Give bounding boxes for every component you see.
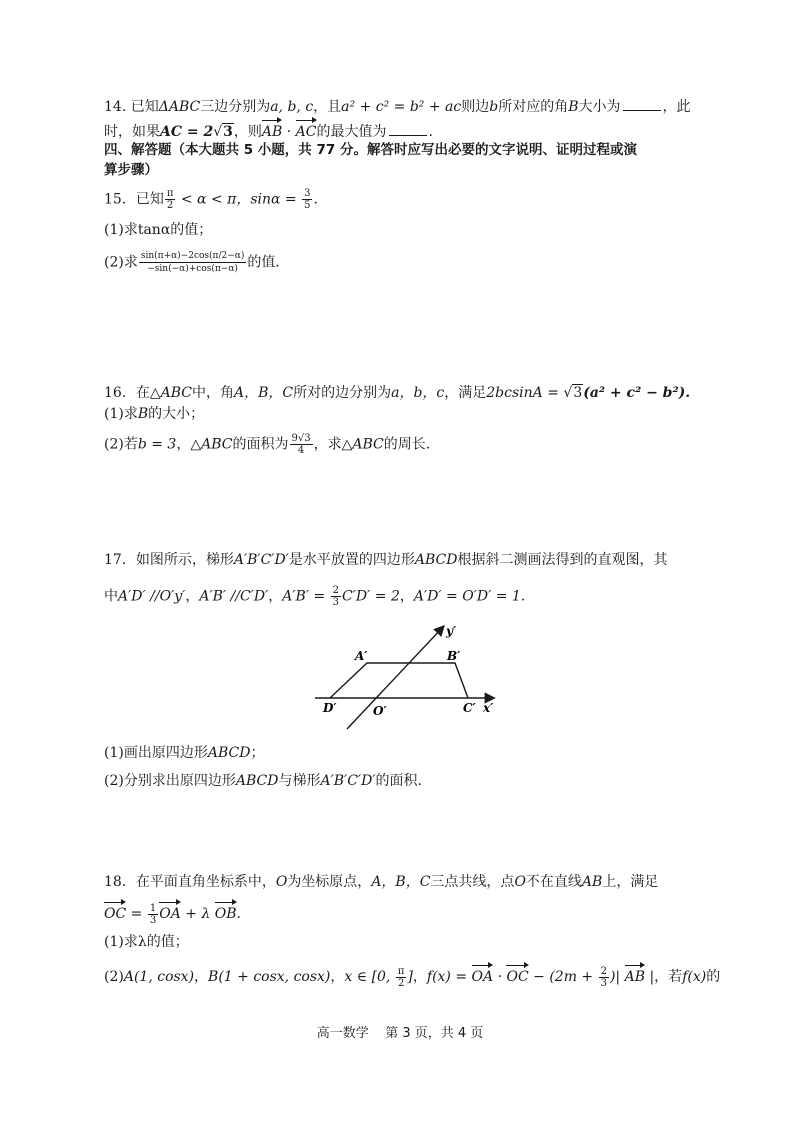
label-x-prime: x′ [483,701,494,715]
q17-math: A′B′ = [282,588,330,605]
q14-line1 [104,96,691,117]
q18-math: ] [407,969,413,985]
frac-den: 2 [166,200,174,211]
frac-den: 4 [297,445,305,456]
q18-math: O [514,874,526,890]
frac-den: 2 [397,977,405,989]
q15-part1: (1)求tanα的值； [104,222,213,238]
q14-text: 三边分别为 [200,99,271,115]
q16-text: ，求△ [313,436,353,453]
q14-math: a² + c² = b² + ac [341,99,462,115]
q16-text: 的大小； [148,406,205,422]
q17-text: ； [250,745,265,761]
q16-text: 的面积为 [232,436,289,453]
q16-math: ABC [201,436,233,453]
q17-math: A′B′ //C′D′ [199,588,269,605]
vector-ab: AB [262,118,282,142]
answer-blank-1 [623,96,661,111]
q15-text: . [313,191,318,208]
fraction-area [290,433,313,456]
q18-text: 为坐标原点， [287,874,372,890]
q16-math: ABC [160,385,192,401]
q14-math: a, b, c [270,99,314,115]
frac-num: 2 [600,965,607,977]
q17-math: A′D′ = O′D′ = 1. [413,588,526,605]
q17-part2 [104,771,422,791]
q18-line1 [104,872,658,892]
q18-text: 三点共线，点 [430,874,515,890]
q18-math: B(1 + cosx, cosx) [208,969,331,985]
fraction-trig-expression [139,250,247,275]
q16-text: 16．在△ [104,385,161,401]
vector-oc: OC [506,963,528,987]
vector-oa: OA [159,900,181,924]
q18-text: |，若 [645,969,683,985]
q16-text: 的周长. [383,436,431,453]
frac-num: 9√3 [291,433,311,444]
q18-text: . [236,906,241,922]
q18-text: ， [412,969,427,985]
q16-math: ABC [352,436,384,453]
label-c-prime: C′ [463,701,476,715]
frac-num: sin(π+α)−2cos(π/2−α) [140,251,245,261]
q18-math: A，B，C [371,874,431,890]
q14-text: 所对应的角 [498,99,569,115]
q18-math: A(1, cosx) [123,969,195,985]
fraction-pi-over-2 [165,188,176,211]
q14-text: 时，如果 [104,124,160,140]
q17-math: ABCD [207,745,251,761]
q18-text: 不在直线 [525,874,582,890]
q14-text: · [282,124,296,140]
trapezoid-outline [330,663,468,698]
label-o-prime: O′ [373,704,387,718]
vector-ab: AB [625,963,645,987]
q17-text: ， [268,588,283,605]
frac-den: 5 [304,200,311,211]
q17-line2 [104,585,525,608]
q17-part1 [104,743,264,763]
q16-text: (1)求 [104,406,138,422]
label-d-prime: D′ [323,701,337,715]
frac-num: 2 [332,585,340,596]
q18-math: x ∈ [0, [344,969,395,985]
q16-text: ，△ [176,436,202,453]
q18-text: (2) [104,969,124,985]
q18-math: − (2m + [528,969,598,985]
fraction-pi-over-2 [396,966,407,989]
q16-part1 [104,404,204,424]
q17-math: C′D′ = 2 [342,588,400,605]
q17-math: A′B′C′D′ [233,552,289,568]
q16-text: 所对的边分别为 [293,385,392,401]
q18-math: AB [581,874,603,890]
q16-part2 [104,433,430,456]
frac-den: −sin(−α)+cos(π−α) [147,264,238,274]
frac-num: 3 [304,188,311,199]
q16-math: 3 [573,385,583,401]
q17-text: 的面积. [375,773,422,789]
q17-math: ABCD [414,552,458,568]
q17-text: 中 [104,588,118,605]
q18-math: f(x) [682,969,707,985]
vector-ob: OB [215,900,237,924]
page-footer: 高一数学 第 3 页，共 4 页 [316,1026,484,1041]
q15-stem [104,188,318,211]
y-axis [347,627,443,729]
sqrt-symbol: √ [213,124,223,140]
q18-text: = [126,906,147,922]
q14-math: b [489,99,499,115]
q18-math: f(x) = [426,969,472,985]
q16-math: A，B，C [233,385,294,401]
frac-num: π [166,188,174,199]
q16-math: b = 3 [137,436,177,453]
q16-text: 中，角 [191,385,234,401]
fraction-2-over-3 [331,585,341,608]
q14-text: 14. 已知 [104,99,159,115]
q18-text: 18．在平面直角坐标系中， [104,874,276,890]
q16-math: 2bcsinA = [486,385,564,401]
q17-text: 根据斜二测画法得到的直观图，其 [457,552,668,568]
answer-blank-2 [389,121,427,136]
section-4-heading: 四、解答题（本大题共 5 小题，共 77 分。解答时应写出必要的文字说明、证明过程或演 [104,142,637,158]
sqrt-symbol: √ [563,385,573,401]
q14-math: AC = 2 [160,124,214,140]
trapezoid-figure [305,615,505,745]
q18-math: + λ [180,906,215,922]
q15-text: 15．已知 [104,191,164,208]
frac-num: 1 [149,902,157,914]
vector-ac: AC [296,118,317,142]
label-b-prime: B′ [447,649,461,663]
q18-math: )| [609,969,625,985]
fraction-1-over-3 [148,903,158,926]
q17-math: A′D′ //O′y′ [118,588,186,605]
q17-text: (1)画出原四边形 [104,745,208,761]
q17-text: (2)分别求出原四边形 [104,773,236,789]
frac-num: π [397,965,405,977]
q18-part2 [104,963,720,989]
q14-text: ，此 [662,99,691,115]
q15-text: (2)求 [104,254,138,271]
q15-part2 [104,250,280,275]
q14-line2 [104,118,433,142]
frac-den: 3 [332,597,340,608]
q14-text: 的最大值为 [316,124,387,140]
q16-text: (2)若 [104,436,138,453]
q14-text: ，且 [313,99,342,115]
q18-part1: (1)求λ的值； [104,934,189,950]
q15-text: 的值. [247,254,280,271]
q14-text: 则边 [461,99,490,115]
q18-math: O [275,874,288,890]
q18-text: · [493,969,507,985]
q17-line1 [104,550,668,570]
q15-math: < α < π，sinα = [176,191,302,208]
section-4-heading-cont: 算步骤） [104,162,158,178]
q17-text: 与梯形 [278,773,321,789]
vector-oc: OC [104,900,126,924]
label-a-prime: A′ [355,649,368,663]
q16-math: B [137,406,149,422]
q18-text: 上，满足 [602,874,659,890]
q14-math: ΔABC [158,99,201,115]
label-y-prime: y′ [446,624,457,638]
q17-math: A′B′C′D′ [320,773,376,789]
q17-text: ， [185,588,200,605]
q16-math: (a² + c² − b²). [583,385,691,401]
frac-den: 3 [149,914,157,926]
q14-text: 大小为 [578,99,621,115]
q17-text: 17．如图所示，梯形 [104,552,234,568]
vector-oa: OA [472,963,494,987]
q14-math: B [568,99,579,115]
q17-math: ABCD [235,773,279,789]
q17-text: ， [399,588,414,605]
q16-stem [104,383,690,403]
q18-text: ， [330,969,345,985]
q18-line2 [104,900,241,926]
q14-text: . [428,124,433,140]
q14-math: 3 [223,124,233,140]
q14-text: ，则 [233,124,262,140]
q16-text: ，满足 [444,385,487,401]
q17-text: 是水平放置的四边形 [288,552,415,568]
q18-text: 的 [706,969,721,985]
q18-text: ， [194,969,209,985]
q16-math: a，b，c [391,385,445,401]
frac-den: 3 [600,977,607,989]
fraction-2-over-3 [599,966,609,989]
fraction-3-over-5 [302,188,312,211]
